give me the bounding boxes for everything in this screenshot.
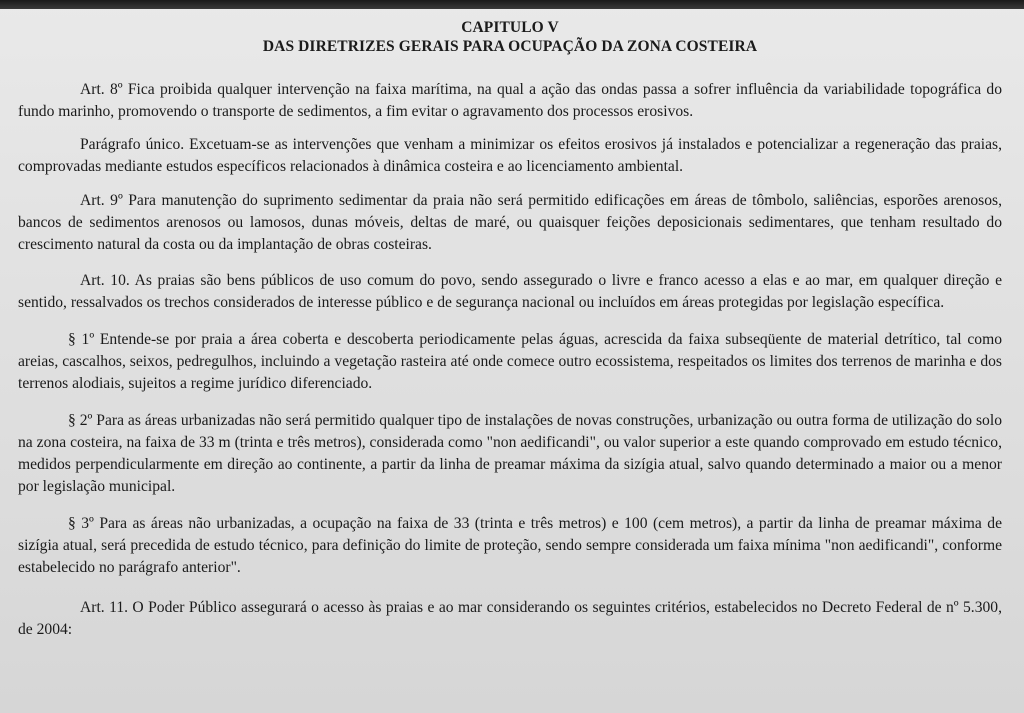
article-8-sole-paragraph: Parágrafo único. Excetuam-se as intervenções que venham a minimizar os efeitos erosivos já instalados e potencializar a regeneração das praias, comprovadas mediante estudos específicos relacionados à dinâmica costeira e ao licenciamento ambiental.	[18, 136, 1002, 175]
document-page	[0, 9, 1024, 713]
article-10: Art. 10. As praias são bens públicos de uso comum do povo, sendo assegurado o livre e franco acesso a elas e ao mar, em qualquer direção e sentido, ressalvados os trechos considerados de interesse público e de segurança nacional ou incluídos em áreas protegidas por legislação específica.	[18, 272, 1002, 311]
article-11: Art. 11. O Poder Público assegurará o acesso às praias e ao mar considerando os seguintes critérios, estabelecidos no Decreto Federal de nº 5.300, de 2004:	[18, 599, 1002, 638]
article-10-section-3: § 3º Para as áreas não urbanizadas, a ocupação na faixa de 33 (trinta e três metros) e 100 (cem metros), a partir da linha de preamar máxima de sizígia atual, será precedida de estudo técnico, para definição do limite de proteção, sendo sempre considerada um faixa mínima "non aedificandi", conforme estabelecido no parágrafo anterior".	[18, 515, 1002, 576]
article-9: Art. 9º Para manutenção do suprimento sedimentar da praia não será permitido edificações em áreas de tômbolo, saliências, esporões arenosos, bancos de sedimentos arenosos ou lamosos, dunas móveis, deltas de maré, ou quaisquer feições deposicionais sedimentares, que tenham resultado do crescimento natural da costa ou da implantação de obras costeiras.	[18, 192, 1002, 253]
article-10-section-2: § 2º Para as áreas urbanizadas não será permitido qualquer tipo de instalações de novas construções, urbanização ou outra forma de utilização do solo na zona costeira, na faixa de 33 m (trinta e três metros), considerada como "non aedificandi", ou valor superior a este quando comprovado em estudo técnico, medidos perpendicularmente em direção ao continente, a partir da linha de preamar máxima da sizígia atual, salvo quando determinado a maior ou a menor por legislação municipal.	[18, 412, 1002, 495]
article-8: Art. 8º Fica proibida qualquer intervenção na faixa marítima, na qual a ação das ondas passa a sofrer influência da variabilidade topográfica do fundo marinho, promovendo o transporte de sedimentos, a fim evitar o agravamento dos processos erosivos.	[18, 81, 1002, 120]
article-10-section-1: § 1º Entende-se por praia a área coberta e descoberta periodicamente pelas águas, acrescida da faixa subseqüente de material detrítico, tal como areias, cascalhos, seixos, pedregulhos, incluindo a vegetação rasteira até onde comece outro ecossistema, respeitados os limites dos terrenos de marinha e dos terrenos alodiais, sujeitos a regime jurídico diferenciado.	[18, 331, 1002, 392]
chapter-title: DAS DIRETRIZES GERAIS PARA OCUPAÇÃO DA ZONA COSTEIRA	[262, 38, 758, 55]
chapter-number: CAPITULO V	[461, 19, 559, 36]
monitor-bezel	[0, 0, 1024, 9]
